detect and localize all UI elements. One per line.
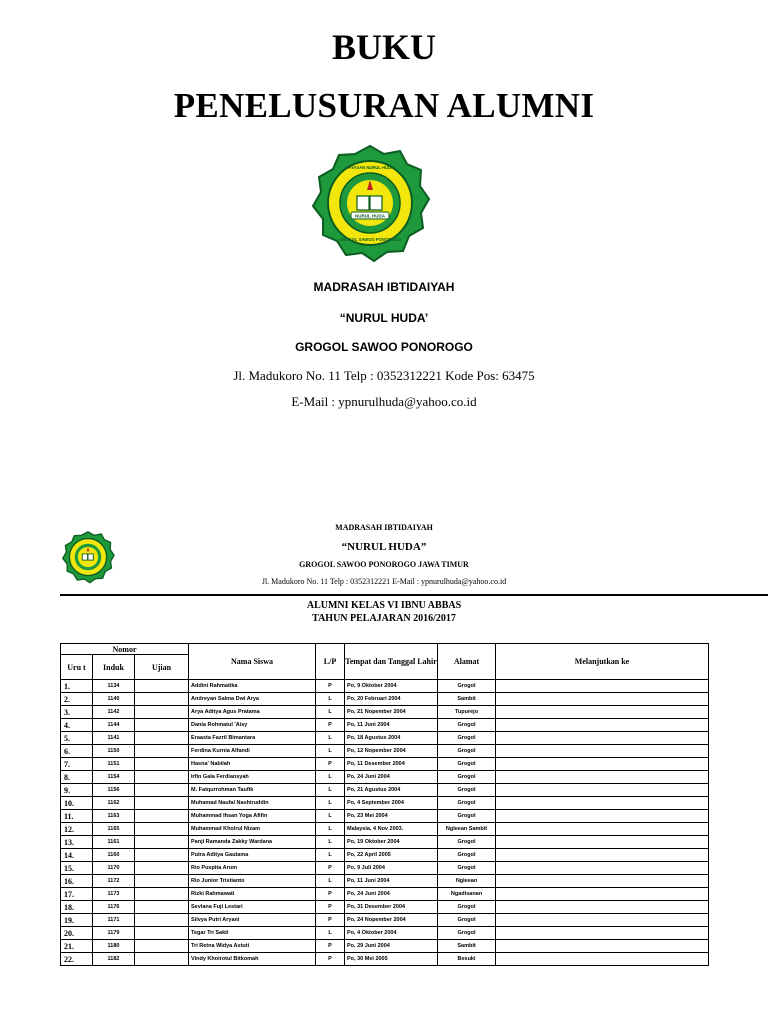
cell-ttl: Po, 11 Juni 2004	[345, 875, 438, 888]
cell-alamat: Ngadisanan	[438, 888, 496, 901]
cell-nama: Putra Aditya Gautama	[189, 849, 316, 862]
cover-subtitle: PENELUSURAN ALUMNI	[173, 86, 595, 125]
table-row	[61, 953, 709, 966]
cell-lp: P	[316, 901, 345, 914]
cell-induk: 1142	[93, 706, 135, 719]
cell-urut: 21.	[61, 940, 93, 953]
cell-lp: P	[316, 680, 345, 693]
cell-ujian	[135, 771, 189, 784]
cell-nama: Eraasta Fazril Bimantara	[189, 732, 316, 745]
cell-lp: L	[316, 836, 345, 849]
cell-ttl: Po, 4 Oktober 2004	[345, 927, 438, 940]
cell-lanjut	[496, 732, 709, 745]
cell-lp: L	[316, 706, 345, 719]
cell-ujian	[135, 888, 189, 901]
cell-urut: 11.	[61, 810, 93, 823]
cell-ujian	[135, 719, 189, 732]
cover-title: BUKU	[331, 27, 436, 67]
cell-lp: P	[316, 862, 345, 875]
table-row	[61, 836, 709, 849]
cell-lanjut	[496, 927, 709, 940]
cell-alamat: Grogol	[438, 862, 496, 875]
cell-nama: Irfin Gala Ferdiansyah	[189, 771, 316, 784]
cell-alamat: Grogol	[438, 732, 496, 745]
header-nama: Nama Siswa	[189, 644, 316, 680]
cell-urut: 8.	[61, 771, 93, 784]
cell-urut: 6.	[61, 745, 93, 758]
cell-nama: Addini Rahmatika	[189, 680, 316, 693]
cell-lp: L	[316, 927, 345, 940]
cell-lanjut	[496, 823, 709, 836]
cell-urut: 1.	[61, 680, 93, 693]
cell-ttl: Po, 21 Agustus 2004	[345, 784, 438, 797]
cell-induk: 1160	[93, 849, 135, 862]
cell-alamat: Grogol	[438, 680, 496, 693]
cell-lanjut	[496, 953, 709, 966]
cell-lanjut	[496, 901, 709, 914]
cell-lanjut	[496, 849, 709, 862]
cell-ttl: Po, 24 Juni 2004	[345, 888, 438, 901]
cell-alamat: Grogol	[438, 836, 496, 849]
table-row	[61, 823, 709, 836]
cover-address: Jl. Madukoro No. 11 Telp : 0352312221 Kode Pos: 63475	[233, 368, 535, 383]
cell-ujian	[135, 836, 189, 849]
cell-ujian	[135, 784, 189, 797]
cell-ttl: Po, 9 Juli 2004	[345, 862, 438, 875]
table-row	[61, 745, 709, 758]
cell-urut: 17.	[61, 888, 93, 901]
cell-induk: 1154	[93, 771, 135, 784]
cell-ujian	[135, 940, 189, 953]
cell-nama: Panji Ramanda Zakky Wardana	[189, 836, 316, 849]
cell-ttl: Po, 12 Nopember 2004	[345, 745, 438, 758]
cell-ujian	[135, 797, 189, 810]
cell-urut: 14.	[61, 849, 93, 862]
cell-lanjut	[496, 719, 709, 732]
cell-lanjut	[496, 862, 709, 875]
cell-induk: 1180	[93, 940, 135, 953]
cell-lanjut	[496, 888, 709, 901]
letterhead-school-type: MADRASAH IBTIDAIYAH	[335, 523, 433, 532]
cell-urut: 15.	[61, 862, 93, 875]
cell-ujian	[135, 810, 189, 823]
cell-lp: P	[316, 940, 345, 953]
cover-school-type: MADRASAH IBTIDAIYAH	[313, 280, 455, 294]
cell-induk: 1161	[93, 836, 135, 849]
cell-ujian	[135, 706, 189, 719]
cell-nama: Arya Aditya Agus Pratama	[189, 706, 316, 719]
cell-urut: 9.	[61, 784, 93, 797]
cell-nama: Tegar Tri Sakti	[189, 927, 316, 940]
logo-banner-text: NURUL HUDA	[355, 213, 385, 219]
cell-nama: Tri Retna Widya Astuti	[189, 940, 316, 953]
letterhead-city: GROGOL SAWOO PONOROGO JAWA TIMUR	[299, 560, 469, 569]
header-ujian: Ujian	[135, 655, 189, 680]
cell-lp: L	[316, 745, 345, 758]
cell-lp: P	[316, 719, 345, 732]
cell-ujian	[135, 953, 189, 966]
cell-ujian	[135, 732, 189, 745]
table-row	[61, 810, 709, 823]
cell-nama: Muhammad Ihsan Yoga Afifin	[189, 810, 316, 823]
table-row	[61, 719, 709, 732]
table-row	[61, 927, 709, 940]
cell-lp: L	[316, 732, 345, 745]
cell-urut: 19.	[61, 914, 93, 927]
cell-ujian	[135, 862, 189, 875]
cell-lanjut	[496, 914, 709, 927]
cell-lanjut	[496, 758, 709, 771]
cover-email: E-Mail : ypnurulhuda@yahoo.co.id	[291, 394, 477, 409]
cell-lanjut	[496, 771, 709, 784]
cell-induk: 1173	[93, 888, 135, 901]
cell-alamat: Ngleean	[438, 875, 496, 888]
cell-lp: P	[316, 953, 345, 966]
table-row	[61, 940, 709, 953]
cell-ttl: Po, 18 Agustus 2004	[345, 732, 438, 745]
cell-lanjut	[496, 784, 709, 797]
cell-ujian	[135, 758, 189, 771]
cell-lp: L	[316, 784, 345, 797]
cell-lp: L	[316, 849, 345, 862]
cell-nama: Silvya Putri Aryani	[189, 914, 316, 927]
cell-lp: P	[316, 888, 345, 901]
cell-lanjut	[496, 680, 709, 693]
cell-lanjut	[496, 875, 709, 888]
table-row	[61, 797, 709, 810]
header-nomor: Nomor	[61, 644, 189, 655]
header-induk: Induk	[93, 655, 135, 680]
table-row	[61, 706, 709, 719]
cell-ttl: Po, 30 Mei 2005	[345, 953, 438, 966]
cell-ttl: Po, 19 Oktober 2004	[345, 836, 438, 849]
table-row	[61, 862, 709, 875]
cell-induk: 1179	[93, 927, 135, 940]
table-row	[61, 758, 709, 771]
cell-ttl: Po, 9 Oktober 2004	[345, 680, 438, 693]
cell-alamat: Grogol	[438, 849, 496, 862]
cell-lanjut	[496, 836, 709, 849]
cell-lanjut	[496, 706, 709, 719]
letterhead-address: Jl. Madukoro No. 11 Telp : 0352312221 E-Mail : ypnurulhuda@yahoo.co.id	[261, 577, 507, 586]
cell-ttl: Po, 24 Juni 2004	[345, 771, 438, 784]
cell-nama: Muhammad Kholrul Nizam	[189, 823, 316, 836]
cell-alamat: Besuki	[438, 953, 496, 966]
letterhead-school-name: “NURUL HUDA”	[341, 541, 427, 553]
cell-lp: L	[316, 771, 345, 784]
cell-induk: 1163	[93, 810, 135, 823]
cell-ttl: Po, 23 Mei 2004	[345, 810, 438, 823]
cell-nama: Dania Rohmatul 'Aisy	[189, 719, 316, 732]
cell-nama: Rio Junior Tristianto	[189, 875, 316, 888]
cell-induk: 1144	[93, 719, 135, 732]
cell-induk: 1171	[93, 914, 135, 927]
cell-alamat: Ngleean Sambit	[438, 823, 496, 836]
cell-urut: 5.	[61, 732, 93, 745]
cell-ujian	[135, 914, 189, 927]
logo-ring-bottom-text: GROGOL SAWOO PONOROGO	[338, 237, 402, 242]
letterhead-logo-icon	[60, 530, 116, 584]
table-row	[61, 849, 709, 862]
cell-ujian	[135, 745, 189, 758]
cell-ttl: Po, 22 April 2005	[345, 849, 438, 862]
cell-urut: 3.	[61, 706, 93, 719]
cell-alamat: Grogol	[438, 914, 496, 927]
cell-ujian	[135, 680, 189, 693]
cell-nama: Muhamad Naufal Nashiruddin	[189, 797, 316, 810]
cell-alamat: Grogol	[438, 927, 496, 940]
cell-alamat: Grogol	[438, 784, 496, 797]
cell-nama: Andreyan Salma Dwi Arya	[189, 693, 316, 706]
cell-lp: L	[316, 823, 345, 836]
cell-induk: 1156	[93, 784, 135, 797]
cell-urut: 22.	[61, 953, 93, 966]
table-subtitle: TAHUN PELAJARAN 2016/2017	[312, 613, 456, 624]
cell-alamat: Grogol	[438, 745, 496, 758]
header-lp: L/P	[316, 644, 345, 680]
school-logo-icon	[307, 142, 433, 264]
table-row	[61, 888, 709, 901]
cell-ttl: Po, 4 September 2004	[345, 797, 438, 810]
cell-lp: L	[316, 797, 345, 810]
cover-city: GROGOL SAWOO PONOROGO	[295, 340, 473, 354]
table-row	[61, 901, 709, 914]
cell-ttl: Po, 24 Nopember 2004	[345, 914, 438, 927]
cell-lanjut	[496, 745, 709, 758]
cell-ttl: Po, 21 Nopember 2004	[345, 706, 438, 719]
cell-urut: 16.	[61, 875, 93, 888]
cell-alamat: Grogol	[438, 797, 496, 810]
cell-ttl: Po, 20 Februari 2004	[345, 693, 438, 706]
cell-lanjut	[496, 810, 709, 823]
cell-alamat: Grogol	[438, 758, 496, 771]
cell-induk: 1170	[93, 862, 135, 875]
cell-alamat: Sambit	[438, 693, 496, 706]
table-row	[61, 771, 709, 784]
cell-induk: 1150	[93, 745, 135, 758]
cell-urut: 20.	[61, 927, 93, 940]
logo-ring-top-text: YAYASAN NURUL HUDA	[345, 165, 395, 170]
cell-induk: 1141	[93, 732, 135, 745]
cell-lanjut	[496, 940, 709, 953]
cell-lp: P	[316, 758, 345, 771]
cell-lp: L	[316, 810, 345, 823]
table-title: ALUMNI KELAS VI IBNU ABBAS	[306, 600, 462, 611]
cell-urut: 13.	[61, 836, 93, 849]
table-row	[61, 914, 709, 927]
cell-alamat: Grogol	[438, 771, 496, 784]
cell-ujian	[135, 875, 189, 888]
cell-ttl: Malaysia, 4 Nov 2003.	[345, 823, 438, 836]
cell-alamat: Tupurejo	[438, 706, 496, 719]
cell-induk: 1182	[93, 953, 135, 966]
cell-alamat: Grogol	[438, 810, 496, 823]
cell-urut: 4.	[61, 719, 93, 732]
cell-lp: L	[316, 875, 345, 888]
cell-induk: 1176	[93, 901, 135, 914]
cell-induk: 1172	[93, 875, 135, 888]
table-row	[61, 875, 709, 888]
table-row	[61, 680, 709, 693]
cell-nama: M. Fatqurrohman Taufik	[189, 784, 316, 797]
cell-nama: Hasna' Nabilah	[189, 758, 316, 771]
letterhead-divider	[60, 594, 768, 596]
cell-lanjut	[496, 797, 709, 810]
cell-induk: 1151	[93, 758, 135, 771]
header-lanjut: Melanjutkan ke	[496, 644, 709, 680]
cell-nama: Sevlana Fuji Lestari	[189, 901, 316, 914]
cell-induk: 1134	[93, 680, 135, 693]
table-row	[61, 732, 709, 745]
cell-urut: 2.	[61, 693, 93, 706]
cell-nama: Rizki Rahmawati	[189, 888, 316, 901]
cell-alamat: Sambit	[438, 940, 496, 953]
cell-ujian	[135, 823, 189, 836]
cell-urut: 7.	[61, 758, 93, 771]
table-row	[61, 784, 709, 797]
cell-nama: Ferdina Kurnia Alfandi	[189, 745, 316, 758]
cover-school-name: “NURUL HUDA’	[339, 311, 429, 325]
cell-ttl: Po, 31 Desember 2004	[345, 901, 438, 914]
header-urut: Uru t	[61, 655, 93, 680]
cell-induk: 1162	[93, 797, 135, 810]
cell-induk: 1140	[93, 693, 135, 706]
cell-lp: P	[316, 914, 345, 927]
cell-induk: 1165	[93, 823, 135, 836]
cell-ujian	[135, 901, 189, 914]
cell-ttl: Po, 11 Desember 2004	[345, 758, 438, 771]
header-alamat: Alamat	[438, 644, 496, 680]
cell-nama: Rio Puspita Arum	[189, 862, 316, 875]
cell-urut: 12.	[61, 823, 93, 836]
cell-ujian	[135, 693, 189, 706]
header-ttl: Tempat dan Tanggal Lahir	[345, 644, 438, 680]
cell-urut: 10.	[61, 797, 93, 810]
cell-ujian	[135, 849, 189, 862]
cell-urut: 18.	[61, 901, 93, 914]
cell-alamat: Grogol	[438, 901, 496, 914]
cell-nama: Vindy Khoirotul Bitkomah	[189, 953, 316, 966]
alumni-table	[60, 643, 709, 966]
cell-ujian	[135, 927, 189, 940]
cell-alamat: Grogol	[438, 719, 496, 732]
cell-lanjut	[496, 693, 709, 706]
cell-ttl: Po, 29 Juni 2004	[345, 940, 438, 953]
cell-lp: L	[316, 693, 345, 706]
cell-ttl: Po, 11 Juni 2004	[345, 719, 438, 732]
table-row	[61, 693, 709, 706]
